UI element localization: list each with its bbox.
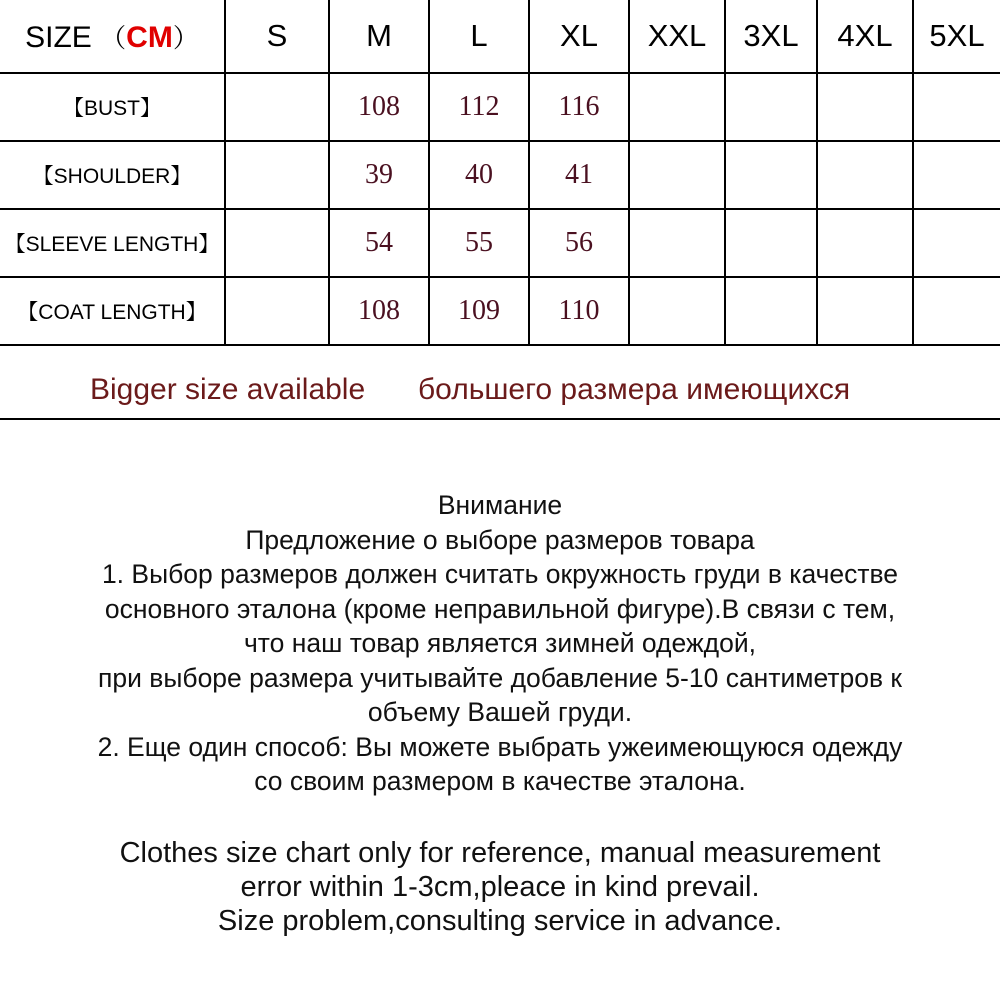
size-header-s: S <box>225 0 329 73</box>
advice-line: со своим размером в качестве эталона. <box>254 766 746 796</box>
table-row-sleeve-length <box>0 209 1000 277</box>
row-label-shoulder: 【SHOULDER】 <box>0 141 225 209</box>
table-cell: 112 <box>429 73 529 141</box>
table-cell <box>225 141 329 209</box>
advice-line: что наш товар является зимней одеждой, <box>243 628 757 658</box>
size-header-4xl: 4XL <box>817 0 913 73</box>
bigger-size-note <box>0 354 1000 420</box>
paren-close: ） <box>172 23 199 54</box>
note-english: Bigger size available <box>90 373 366 406</box>
size-header-5xl: 5XL <box>913 0 1000 73</box>
table-row-coat-length <box>0 277 1000 345</box>
size-chart-table <box>0 0 1000 346</box>
disclaimer-line: Size problem,consulting service in advance. <box>217 905 783 937</box>
table-cell <box>817 277 913 345</box>
table-cell: 40 <box>429 141 529 209</box>
size-label: SIZE <box>25 20 101 54</box>
table-cell <box>225 277 329 345</box>
table-cell <box>913 141 1000 209</box>
unit-label: CM <box>126 20 173 54</box>
table-cell <box>817 141 913 209</box>
table-cell: 108 <box>329 73 429 141</box>
table-cell <box>725 209 817 277</box>
table-cell: 39 <box>329 141 429 209</box>
size-advice-block <box>0 488 1000 799</box>
table-cell: 41 <box>529 141 629 209</box>
row-label-coat-length: 【COAT LENGTH】 <box>0 277 225 345</box>
table-cell: 56 <box>529 209 629 277</box>
advice-line: 2. Еще один способ: Вы можете выбрать ужеимеющуюся одежду <box>97 731 903 762</box>
table-cell <box>629 141 725 209</box>
table-cell: 116 <box>529 73 629 141</box>
advice-line: объему Вашей груди. <box>367 697 633 727</box>
size-header-xxl: XXL <box>629 0 725 73</box>
table-cell <box>913 277 1000 345</box>
table-cell <box>225 73 329 141</box>
table-cell <box>725 73 817 141</box>
table-cell <box>725 141 817 209</box>
advice-title: Внимание <box>437 490 563 520</box>
table-cell: 108 <box>329 277 429 345</box>
table-cell <box>629 209 725 277</box>
note-russian: большего размера имеющихся <box>418 373 851 406</box>
advice-line: при выборе размера учитывайте добавление 5-10 сантиметров к <box>98 662 902 693</box>
table-cell: 110 <box>529 277 629 345</box>
table-cell <box>629 277 725 345</box>
size-header-m: M <box>329 0 429 73</box>
table-cell <box>913 73 1000 141</box>
table-cell: 109 <box>429 277 529 345</box>
advice-line: 1. Выбор размеров должен считать окружность груди в качестве <box>101 559 899 589</box>
header-row <box>0 0 1000 73</box>
table-cell <box>629 73 725 141</box>
table-cell <box>817 73 913 141</box>
table-row-shoulder <box>0 141 1000 209</box>
disclaimer-block <box>0 836 1000 938</box>
size-header-3xl: 3XL <box>725 0 817 73</box>
table-cell <box>817 209 913 277</box>
table-cell: 55 <box>429 209 529 277</box>
disclaimer-line: error within 1-3cm,pleace in kind prevail. <box>240 871 760 903</box>
table-cell <box>225 209 329 277</box>
table-cell <box>913 209 1000 277</box>
paren-open: （ <box>100 23 127 54</box>
row-label-bust: 【BUST】 <box>0 73 225 141</box>
table-cell: 54 <box>329 209 429 277</box>
size-cm-header <box>0 0 225 73</box>
disclaimer-line: Clothes size chart only for reference, manual measurement <box>119 837 881 869</box>
table-cell <box>725 277 817 345</box>
size-header-l: L <box>429 0 529 73</box>
size-header-xl: XL <box>529 0 629 73</box>
advice-line: основного эталона (кроме неправильной фигуре).В связи с тем, <box>104 593 896 624</box>
table-row-bust <box>0 73 1000 141</box>
row-label-sleeve-length: 【SLEEVE LENGTH】 <box>0 209 225 277</box>
advice-subtitle: Предложение о выборе размеров товара <box>245 524 755 555</box>
